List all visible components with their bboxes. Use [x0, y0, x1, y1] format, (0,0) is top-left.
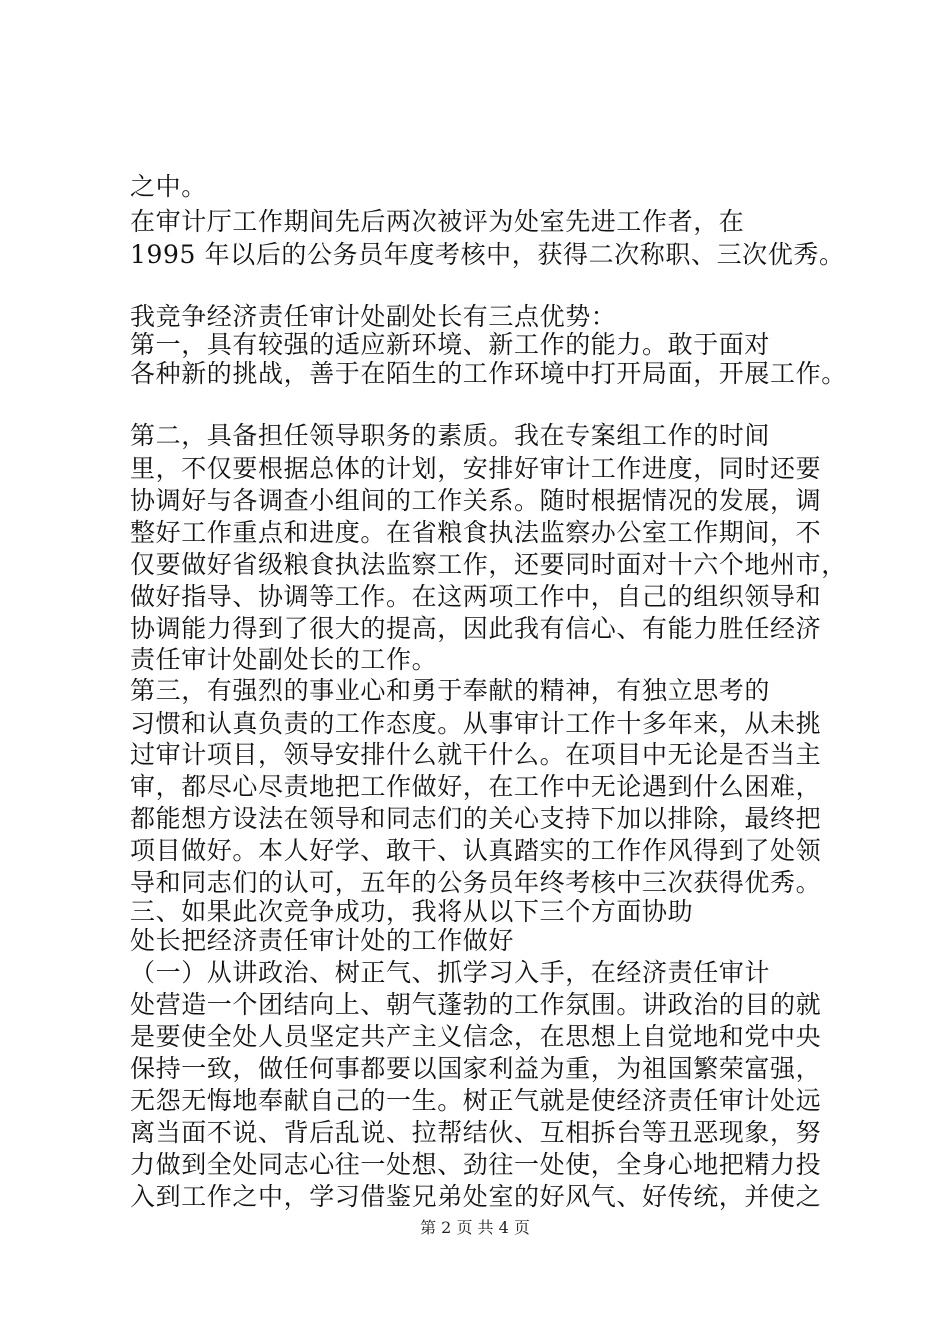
body-line: 第二，具备担任领导职务的素质。我在专案组工作的时间 [130, 421, 771, 450]
body-line: 我竞争经济责任审计处副处长有三点优势： [130, 302, 617, 331]
body-line: 整好工作重点和进度。在省粮食执法监察办公室工作期间，不 [130, 518, 822, 547]
body-line: 导和同志们的认可，五年的公务员年终考核中三次获得优秀。 [130, 868, 822, 897]
body-line: 之中。 [130, 172, 207, 201]
body-line: 里，不仅要根据总体的计划，安排好审计工作进度，同时还要 [130, 454, 822, 483]
body-line: 都能想方设法在领导和同志们的关心支持下加以排除，最终把 [130, 804, 822, 833]
body-line: 处长把经济责任审计处的工作做好 [130, 926, 515, 955]
body-line: 责任审计处副处长的工作。 [130, 645, 438, 674]
body-line: 力做到全处同志心往一处想、劲往一处使，全身心地把精力投 [130, 1150, 822, 1179]
body-line: 1995 年以后的公务员年度考核中，获得二次称职、三次优秀。 [130, 240, 845, 269]
body-line: 第一，具有较强的适应新环境、新工作的能力。敢于面对 [130, 330, 771, 359]
body-line: 过审计项目，领导安排什么就干什么。在项目中无论是否当主 [130, 740, 822, 769]
body-line: 入到工作之中，学习借鉴兄弟处室的好风气、好传统，并使之 [130, 1182, 822, 1211]
body-line: 保持一致，做任何事都要以国家利益为重，为祖国繁荣富强， [130, 1054, 822, 1083]
body-line: 在审计厅工作期间先后两次被评为处室先进工作者，在 [130, 207, 745, 236]
body-line: 做好指导、协调等工作。在这两项工作中，自己的组织领导和 [130, 582, 822, 611]
body-line: 无怨无悔地奉献自己的一生。树正气就是使经济责任审计处远 [130, 1086, 822, 1115]
body-line: 离当面不说、背后乱说、拉帮结伙、互相拆台等丑恶现象，努 [130, 1118, 822, 1147]
body-line: 处营造一个团结向上、朝气蓬勃的工作氛围。讲政治的目的就 [130, 990, 822, 1019]
body-line: 项目做好。本人好学、敢干、认真踏实的工作作风得到了处领 [130, 836, 822, 865]
body-line: 第三，有强烈的事业心和勇于奉献的精神，有独立思考的 [130, 676, 771, 705]
body-line: 协调好与各调查小组间的工作关系。随时根据情况的发展，调 [130, 486, 822, 515]
body-line: 是要使全处人员坚定共产主义信念，在思想上自觉地和党中央 [130, 1022, 822, 1051]
body-line: 仅要做好省级粮食执法监察工作，还要同时面对十六个地州市， [130, 550, 847, 579]
body-line: 各种新的挑战，善于在陌生的工作环境中打开局面，开展工作。 [130, 359, 847, 388]
body-line: 协调能力得到了很大的提高，因此我有信心、有能力胜任经济 [130, 614, 822, 643]
body-line: 三、如果此次竞争成功，我将从以下三个方面协助 [130, 897, 694, 926]
body-line: 习惯和认真负责的工作态度。从事审计工作十多年来，从未挑 [130, 709, 822, 738]
body-line: 审，都尽心尽责地把工作做好，在工作中无论遇到什么困难， [130, 772, 822, 801]
page-number-footer: 第 2 页 共 4 页 [420, 1218, 530, 1237]
body-line: （一）从讲政治、树正气、抓学习入手，在经济责任审计 [130, 958, 771, 987]
